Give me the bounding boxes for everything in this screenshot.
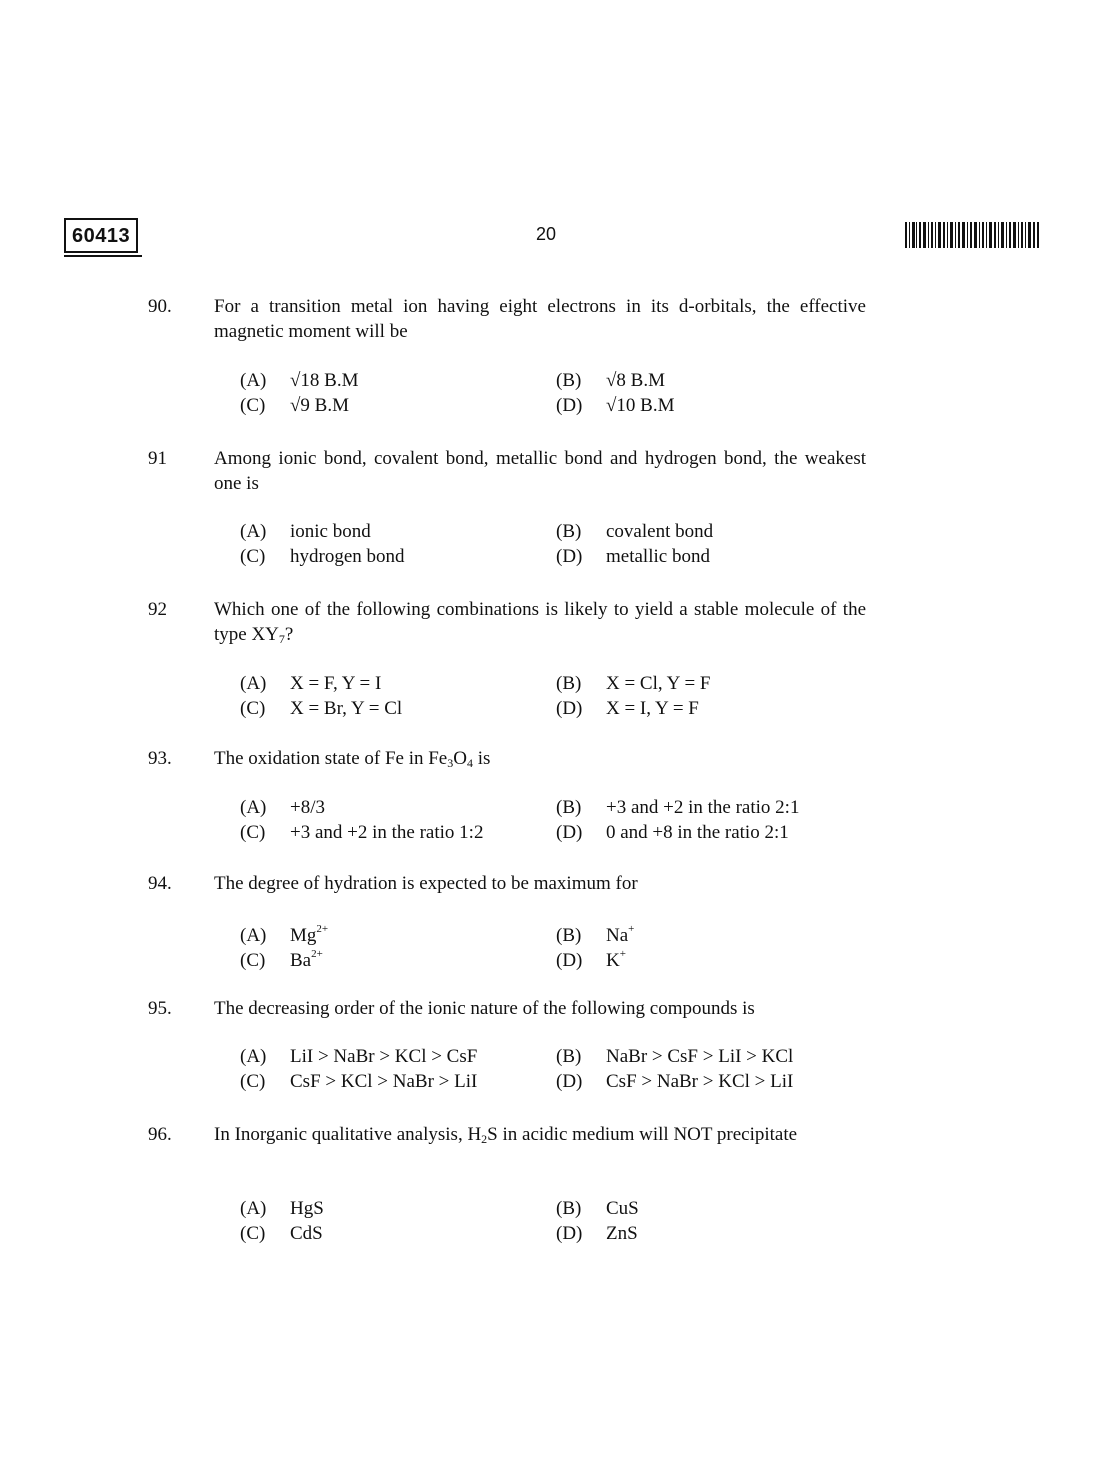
option-c: (C) CdS: [240, 1223, 323, 1244]
option-d: (D) 0 and +8 in the ratio 2:1: [556, 822, 789, 843]
option-c: (C) hydrogen bond: [240, 546, 405, 567]
question-number: 96.: [148, 1124, 172, 1145]
option-d: (D) X = I, Y = F: [556, 698, 699, 719]
option-b: (B) +3 and +2 in the ratio 2:1: [556, 797, 800, 818]
question-number: 90.: [148, 296, 172, 317]
option-c: (C) $Ba^{2+}$: [240, 948, 323, 971]
option-c: (C) +3 and +2 in the ratio 1:2: [240, 822, 484, 843]
question-text: For a transition metal ion having eight electrons in its d-orbitals, the effective magnetic moment will be: [214, 296, 866, 342]
option-c: (C) CsF > KCl > NaBr > LiI: [240, 1071, 478, 1092]
option-a: (A) $Mg^{2+}$: [240, 923, 329, 946]
option-d: (D) ZnS: [556, 1223, 638, 1244]
option-b: (B) covalent bond: [556, 521, 714, 542]
question-text: The decreasing order of the ionic nature of the following compounds is: [214, 998, 755, 1019]
option-d: (D) K+: [556, 948, 626, 971]
question-number: 95.: [148, 998, 172, 1019]
barcode: [905, 222, 1039, 248]
question-number: 92: [148, 599, 167, 620]
option-d: (D) metallic bond: [556, 546, 710, 567]
option-b: (B) √8 B.M: [556, 370, 665, 391]
option-b: (B) Na+: [556, 923, 635, 946]
page-code: 60413: [64, 218, 138, 253]
option-d: (D) √10 B.M: [556, 395, 675, 416]
question-text: Among ionic bond, covalent bond, metallic bond and hydrogen bond, the weakest one is: [214, 448, 866, 494]
option-c: (C) X = Br, Y = Cl: [240, 698, 403, 719]
page-number: 20: [536, 224, 557, 244]
question-text: The degree of hydration is expected to be maximum for: [214, 873, 638, 894]
question-number: 93.: [148, 748, 172, 769]
option-b: (B) NaBr > CsF > LiI > KCl: [556, 1046, 794, 1067]
question-text: In Inorganic qualitative analysis, $H_2S$ in acidic medium will NOT precipitate: [214, 1124, 798, 1146]
option-b: (B) X = Cl, Y = F: [556, 673, 711, 694]
question-number: 91: [148, 448, 167, 469]
option-a: (A) X = F, Y = I: [240, 673, 382, 694]
option-c: (C) √9 B.M: [240, 395, 349, 416]
question-text: Which one of the following combinations is likely to yield a stable molecule of the type $XY_7$?: [214, 599, 866, 646]
option-d: (D) CsF > NaBr > KCl > LiI: [556, 1071, 794, 1092]
option-b: (B) CuS: [556, 1198, 639, 1219]
question-number: 94.: [148, 873, 172, 894]
question-text: The oxidation state of Fe in $Fe_3O_4$ is: [214, 748, 491, 770]
option-a: (A) √18 B.M: [240, 370, 359, 391]
option-a: (A) +8/3: [240, 797, 325, 818]
option-a: (A) LiI > NaBr > KCl > CsF: [240, 1046, 478, 1067]
option-a: (A) ionic bond: [240, 521, 371, 542]
option-a: (A) HgS: [240, 1198, 324, 1219]
